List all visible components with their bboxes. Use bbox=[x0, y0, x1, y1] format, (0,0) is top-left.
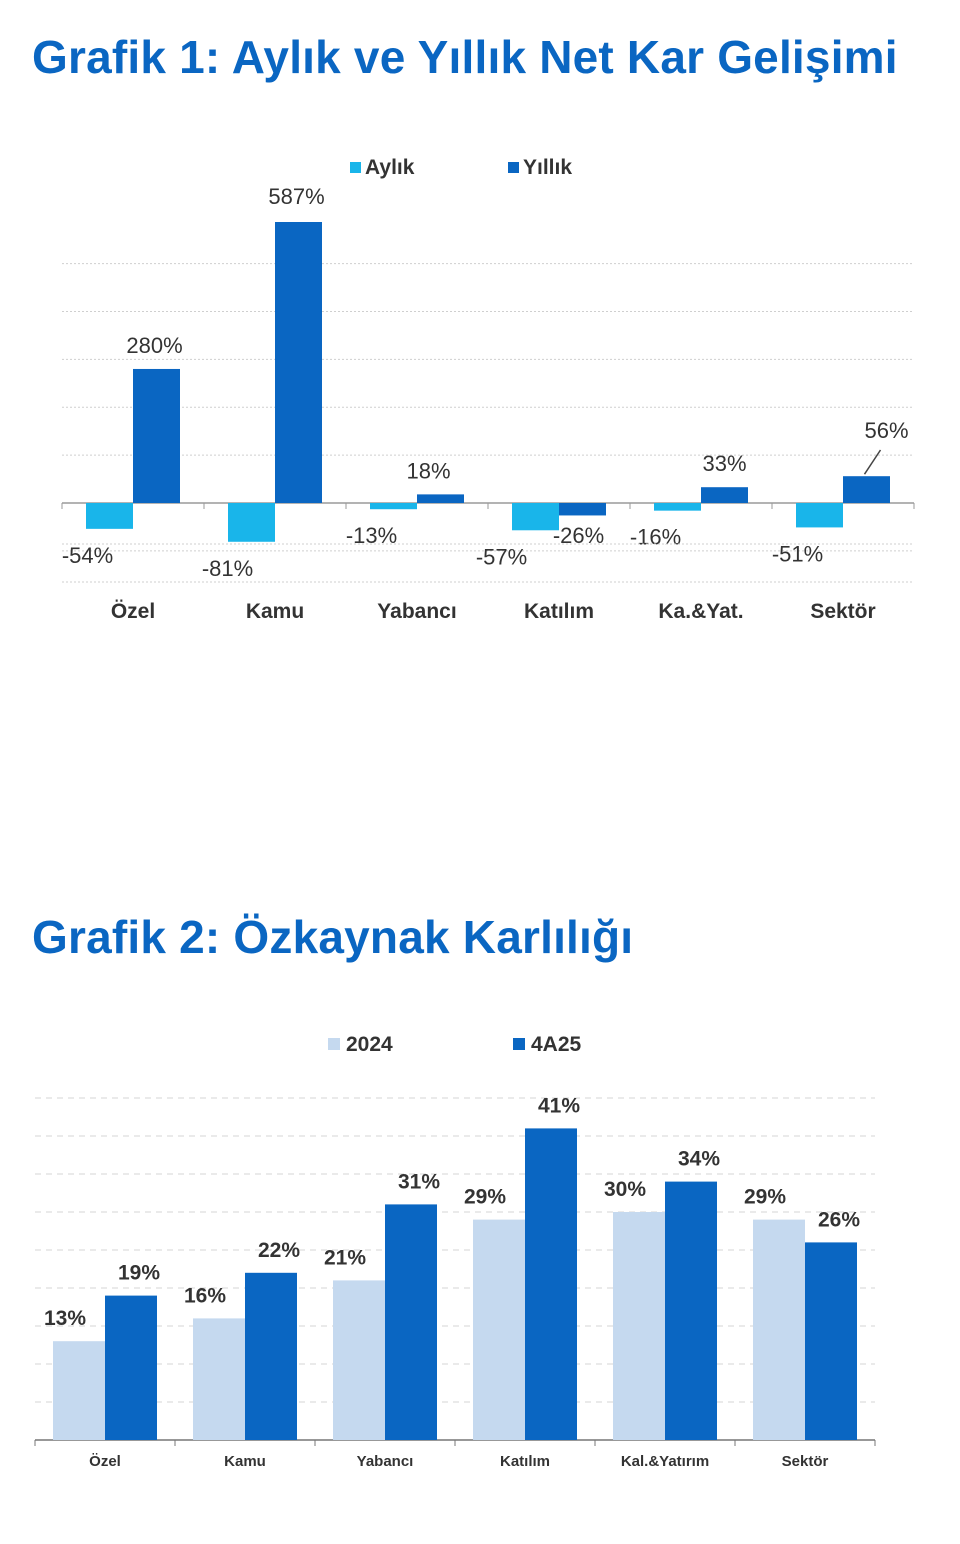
bar-2024 bbox=[473, 1220, 525, 1440]
bar-2024 bbox=[753, 1220, 805, 1440]
category-label: Kal.&Yatırım bbox=[620, 1453, 710, 1470]
bar-4a25 bbox=[665, 1182, 717, 1440]
bar-4a25 bbox=[245, 1273, 297, 1440]
data-label: 26% bbox=[817, 1208, 861, 1232]
bar-yillik bbox=[559, 503, 606, 515]
bar-4a25 bbox=[105, 1296, 157, 1440]
bar-2024 bbox=[193, 1318, 245, 1440]
data-label: 16% bbox=[183, 1284, 227, 1308]
legend-swatch-1 bbox=[513, 1038, 525, 1050]
data-label: 22% bbox=[257, 1238, 301, 1262]
data-label: 29% bbox=[463, 1185, 507, 1209]
bar-yillik bbox=[843, 476, 890, 503]
bar-yillik bbox=[701, 487, 748, 503]
legend-swatch-0 bbox=[328, 1038, 340, 1050]
category-label: Kamu bbox=[245, 600, 305, 623]
chart2-title: Grafik 2: Özkaynak Karlılığı bbox=[32, 911, 634, 963]
data-label: 587% bbox=[268, 184, 325, 209]
data-label: 21% bbox=[323, 1246, 367, 1270]
legend-swatch-0 bbox=[350, 162, 361, 173]
chart2-roe bbox=[0, 1010, 960, 1490]
category-label: Kamu bbox=[224, 1453, 266, 1470]
data-label: -26% bbox=[552, 523, 605, 548]
legend-label-1: 4A25 bbox=[531, 1033, 582, 1056]
leader-line bbox=[865, 450, 881, 474]
data-label: 41% bbox=[537, 1094, 581, 1118]
chart1-title: Grafik 1: Aylık ve Yıllık Net Kar Gelişimi bbox=[32, 31, 898, 83]
data-label: 13% bbox=[43, 1307, 87, 1331]
data-label: 33% bbox=[702, 451, 747, 477]
category-label: Sektör bbox=[810, 600, 876, 623]
data-label: 30% bbox=[603, 1178, 647, 1201]
bar-4a25 bbox=[805, 1242, 857, 1440]
category-label: Katılım bbox=[499, 1453, 551, 1470]
bar-aylik bbox=[654, 503, 701, 511]
legend-label-1: Yıllık bbox=[523, 156, 573, 179]
bar-4a25 bbox=[525, 1128, 577, 1440]
legend-label-0: Aylık bbox=[365, 156, 415, 179]
legend-label-0: 2024 bbox=[346, 1033, 393, 1056]
bar-aylik bbox=[228, 503, 275, 542]
data-label: -16% bbox=[629, 524, 682, 550]
category-label: Katılım bbox=[523, 600, 595, 623]
data-label: -81% bbox=[201, 555, 254, 581]
data-label: 280% bbox=[126, 332, 183, 358]
data-label: -51% bbox=[771, 541, 824, 567]
bar-4a25 bbox=[385, 1204, 437, 1440]
bar-2024 bbox=[613, 1212, 665, 1440]
data-label: 34% bbox=[677, 1147, 721, 1171]
data-label: 19% bbox=[117, 1261, 161, 1285]
category-label: Ka.&Yat. bbox=[658, 600, 744, 623]
data-label: 31% bbox=[397, 1170, 441, 1194]
data-label: 56% bbox=[864, 418, 909, 444]
data-label: 29% bbox=[743, 1185, 787, 1209]
data-label: -57% bbox=[475, 544, 528, 570]
bar-aylik bbox=[370, 503, 417, 509]
bar-2024 bbox=[333, 1280, 385, 1440]
bar-yillik bbox=[133, 369, 180, 503]
category-label: Yabancı bbox=[377, 600, 457, 623]
category-label: Özel bbox=[110, 600, 156, 623]
bar-yillik bbox=[417, 494, 464, 503]
bar-2024 bbox=[53, 1341, 105, 1440]
chart1-net-profit bbox=[0, 130, 960, 650]
bar-yillik bbox=[275, 222, 322, 503]
data-label: -13% bbox=[345, 523, 398, 549]
category-label: Yabancı bbox=[356, 1453, 414, 1470]
legend-swatch-1 bbox=[508, 162, 519, 173]
data-label: -54% bbox=[61, 542, 114, 568]
bar-aylik bbox=[796, 503, 843, 527]
bar-aylik bbox=[86, 503, 133, 529]
category-label: Sektör bbox=[781, 1453, 829, 1470]
category-label: Özel bbox=[89, 1453, 121, 1470]
data-label: 18% bbox=[406, 458, 451, 484]
